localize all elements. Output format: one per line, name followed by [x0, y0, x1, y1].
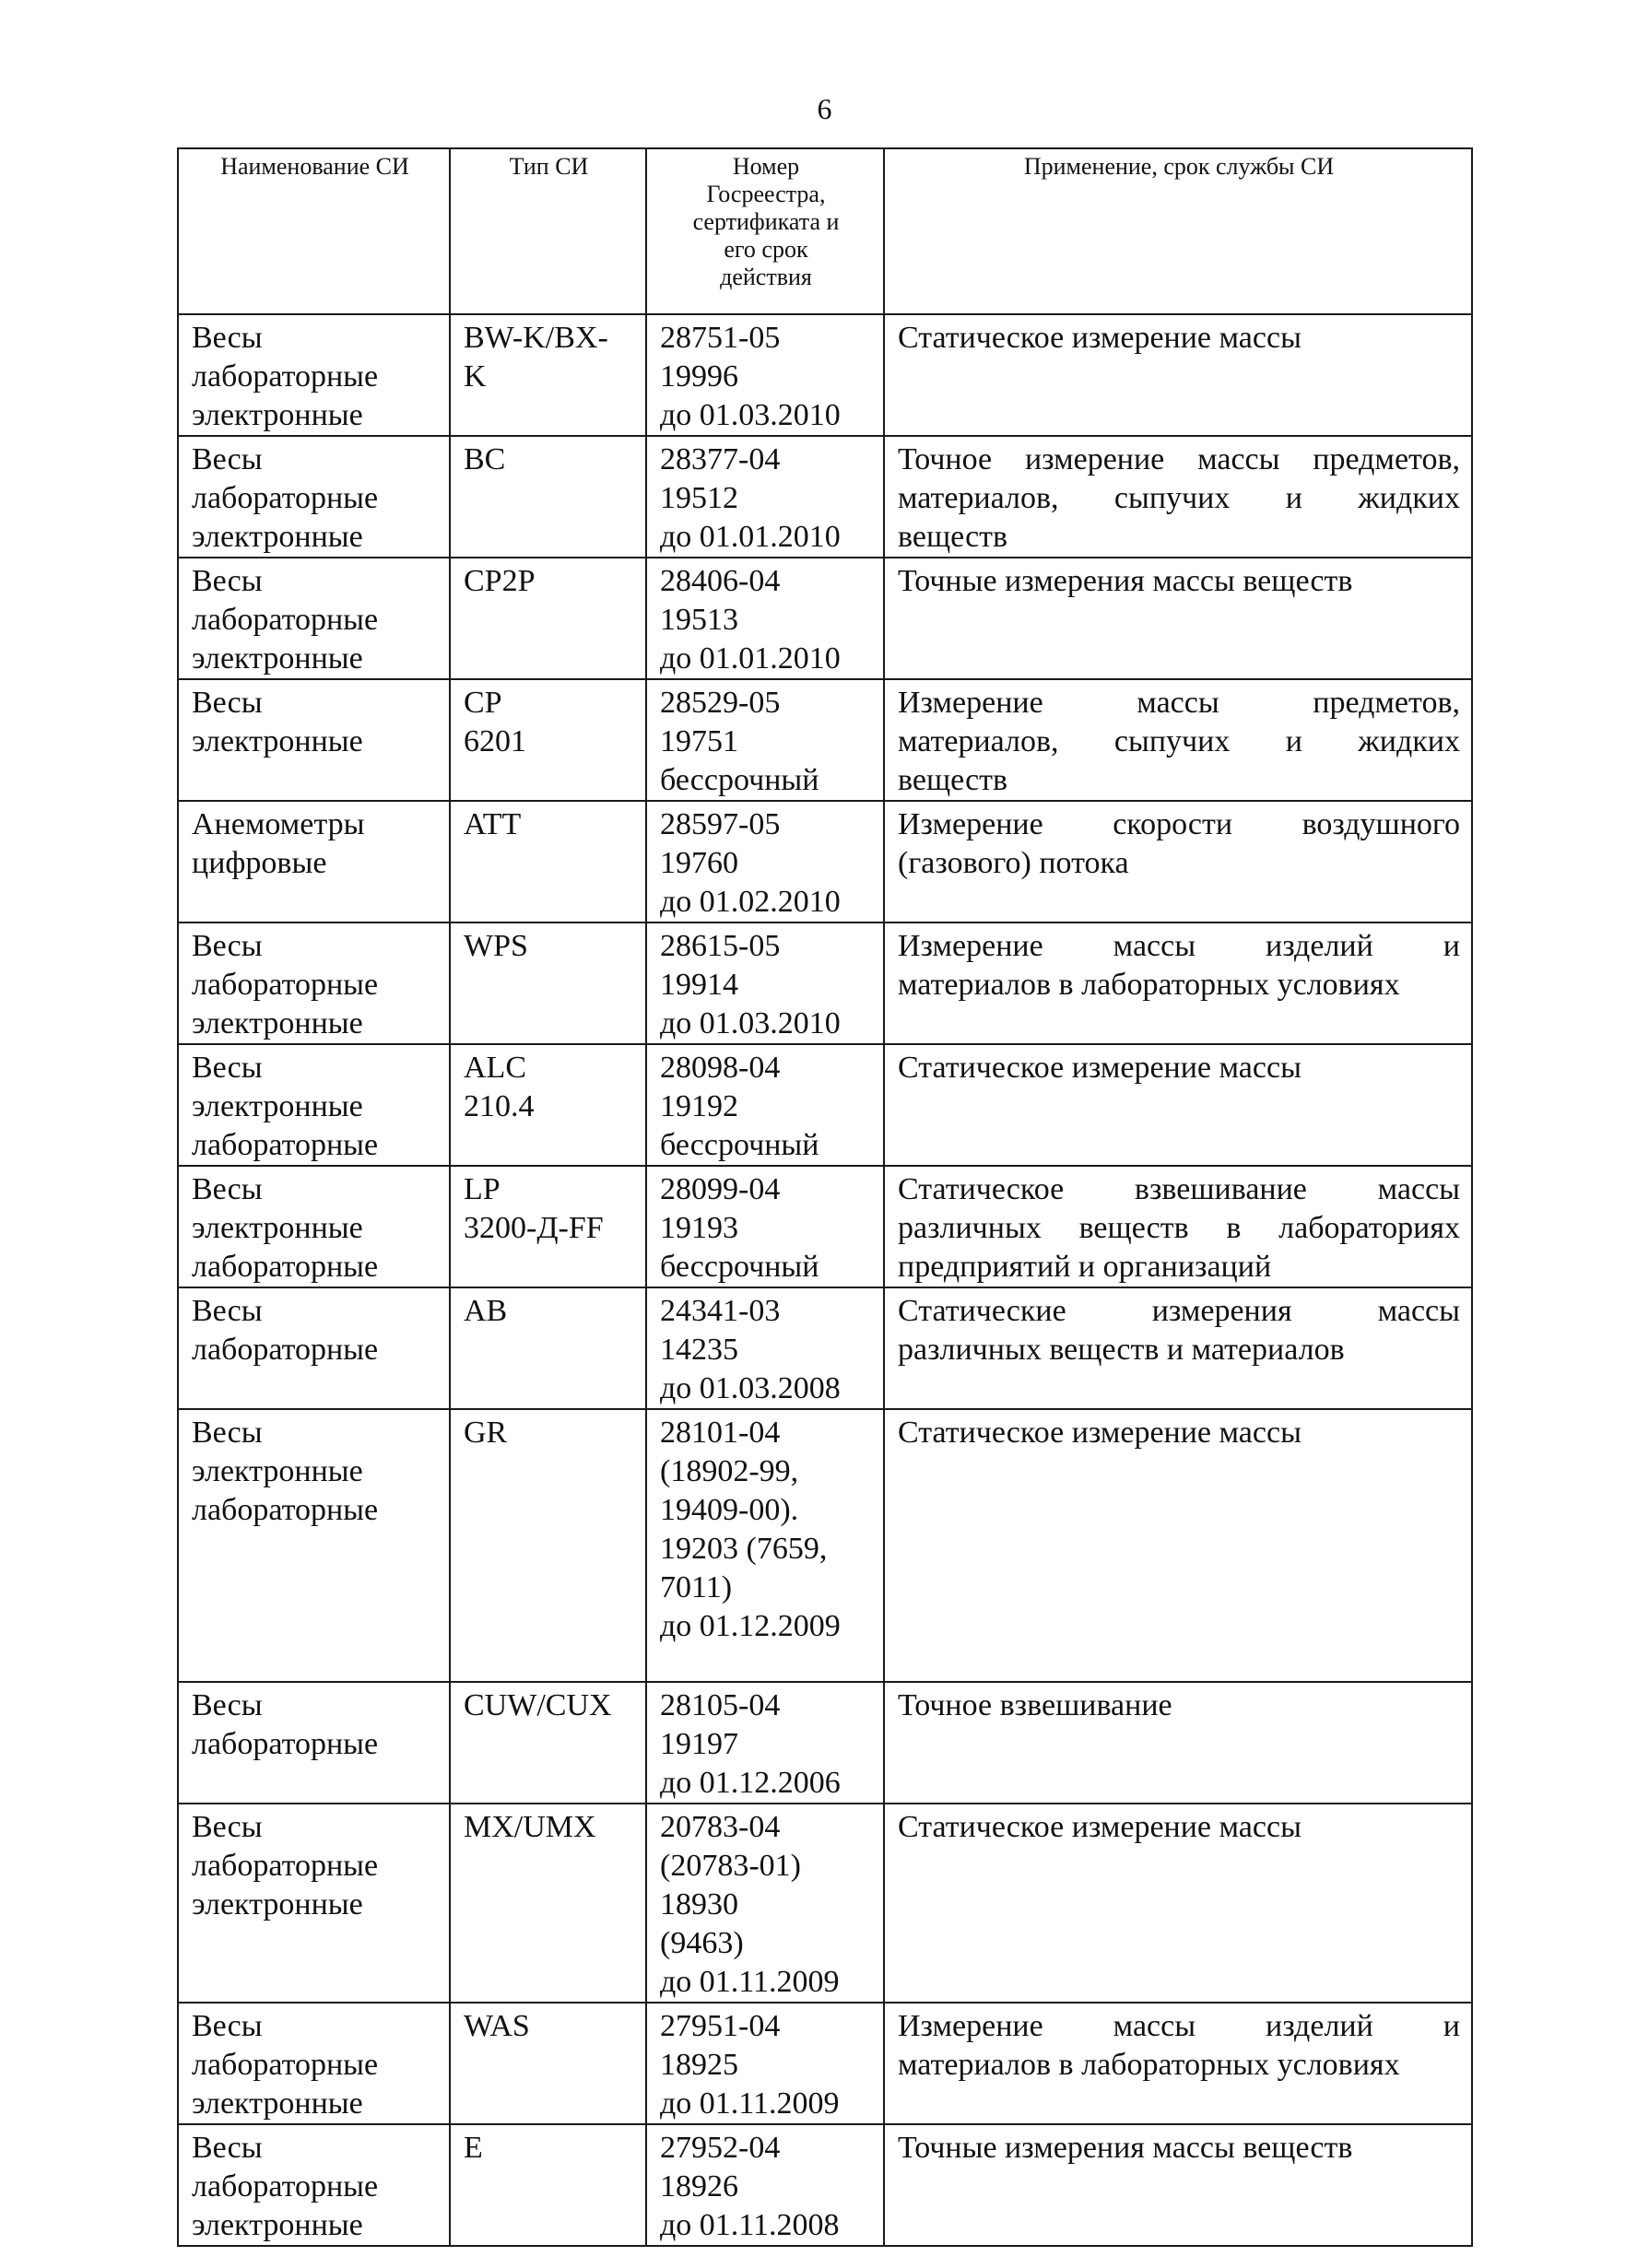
cell-name-line: лабораторные — [192, 1250, 379, 1284]
cell-application — [884, 558, 1472, 679]
cell-registry-line: 28529-05 — [660, 686, 781, 720]
cell-name-line: электронные — [192, 641, 363, 676]
cell-type-line: BW-K/BX- — [464, 321, 608, 355]
cell-application-line: Измерение массы изделий и — [898, 929, 1460, 963]
cell-application — [884, 679, 1472, 801]
cell-name-line: электронные — [192, 1887, 363, 1921]
cell-application-line: Измерение массы предметов, — [898, 686, 1460, 720]
cell-type — [450, 314, 646, 436]
cell-name-line: Весы — [192, 1810, 263, 1844]
cell-application-line: Точные измерения массы веществ — [898, 564, 1353, 598]
cell-application-line: (газового) потока — [898, 846, 1129, 880]
header-registry — [646, 148, 884, 314]
cell-application-line: различных веществ в лабораториях — [898, 1211, 1460, 1245]
cell-registry-line: 19512 — [660, 481, 738, 515]
cell-registry-line: 28101-04 — [660, 1416, 781, 1450]
cell-registry-line: 19996 — [660, 359, 738, 394]
cell-registry-line: бессрочный — [660, 1128, 819, 1162]
cell-registry — [646, 2003, 884, 2124]
cell-type — [450, 1044, 646, 1166]
cell-name-line: Весы — [192, 1051, 263, 1085]
cell-type-line: WPS — [464, 929, 528, 963]
table-row — [178, 1804, 1472, 2003]
cell-application — [884, 2003, 1472, 2124]
cell-application — [884, 1804, 1472, 2003]
header-name: Наименование СИ — [178, 148, 450, 314]
table-row — [178, 314, 1472, 436]
cell-name — [178, 679, 450, 801]
cell-registry-line: 28098-04 — [660, 1051, 781, 1085]
cell-registry-line: 18930 — [660, 1887, 738, 1921]
cell-registry-line: до 01.02.2010 — [660, 885, 841, 919]
table-row — [178, 558, 1472, 679]
cell-name-line: лабораторные — [192, 2169, 379, 2203]
cell-name-line: Весы — [192, 1688, 263, 1722]
cell-application-line: материалов в лабораторных условиях — [898, 968, 1400, 1002]
cell-registry-line: 7011) — [660, 1570, 733, 1604]
cell-registry — [646, 1682, 884, 1804]
cell-name — [178, 2124, 450, 2246]
cell-application — [884, 1409, 1472, 1682]
cell-application-line: предприятий и организаций — [898, 1250, 1272, 1284]
cell-registry-line: 20783-04 — [660, 1810, 781, 1844]
cell-name-line: Весы — [192, 686, 263, 720]
cell-registry — [646, 1804, 884, 2003]
cell-application — [884, 436, 1472, 558]
header-registry-line: Номер — [732, 153, 800, 180]
cell-application — [884, 801, 1472, 922]
cell-application — [884, 1682, 1472, 1804]
cell-registry — [646, 679, 884, 801]
cell-name-line: Весы — [192, 442, 263, 476]
header-application: Применение, срок службы СИ — [884, 148, 1472, 314]
cell-registry-line: 28105-04 — [660, 1688, 781, 1722]
cell-name — [178, 1166, 450, 1287]
cell-type — [450, 1166, 646, 1287]
cell-type-line: 6201 — [464, 724, 526, 758]
cell-registry-line: 19192 — [660, 1089, 738, 1123]
cell-name-line: электронные — [192, 520, 363, 554]
cell-application-line: Статическое взвешивание массы — [898, 1172, 1460, 1206]
cell-registry-line: бессрочный — [660, 1250, 819, 1284]
cell-registry — [646, 1044, 884, 1166]
cell-application — [884, 1287, 1472, 1409]
cell-registry-line: до 01.03.2008 — [660, 1371, 841, 1405]
cell-application-line: Точные измерения массы веществ — [898, 2131, 1353, 2165]
cell-name — [178, 1804, 450, 2003]
table-row — [178, 1044, 1472, 1166]
page-number: 6 — [817, 92, 832, 125]
cell-type-line: CP — [464, 686, 502, 720]
cell-name-line: лабораторные — [192, 1727, 379, 1761]
cell-type — [450, 1409, 646, 1682]
header-registry-line: Госреестра, — [706, 181, 826, 207]
cell-type-line: 3200-Д-FF — [464, 1211, 604, 1245]
cell-type-line: K — [464, 359, 487, 394]
cell-registry-line: 19513 — [660, 603, 738, 637]
cell-registry-line: 24341-03 — [660, 1294, 781, 1328]
cell-name-line: лабораторные — [192, 603, 379, 637]
table-row — [178, 2124, 1472, 2246]
cell-type — [450, 922, 646, 1044]
cell-name-line: Весы — [192, 1416, 263, 1450]
cell-name-line: Весы — [192, 1294, 263, 1328]
cell-registry-line: 19914 — [660, 968, 738, 1002]
cell-application — [884, 1166, 1472, 1287]
cell-registry-line: до 01.01.2010 — [660, 520, 841, 554]
cell-registry-line: 19203 (7659, — [660, 1532, 828, 1566]
cell-name-line: лабораторные — [192, 1128, 379, 1162]
cell-name-line: Весы — [192, 929, 263, 963]
cell-name — [178, 314, 450, 436]
cell-application-line: Измерение скорости воздушного — [898, 807, 1460, 841]
cell-type-line: LP — [464, 1172, 501, 1206]
cell-registry-line: 27952-04 — [660, 2131, 781, 2165]
table-row — [178, 1409, 1472, 1682]
cell-type-line: AB — [464, 1294, 508, 1328]
cell-type — [450, 2003, 646, 2124]
cell-registry-line: 19751 — [660, 724, 738, 758]
header-registry-line: действия — [720, 264, 812, 290]
cell-type-line: E — [464, 2131, 483, 2165]
table-body — [178, 314, 1472, 2246]
cell-registry-line: 19409-00). — [660, 1493, 799, 1527]
cell-application-line: материалов в лабораторных условиях — [898, 2048, 1400, 2082]
cell-application-line: Статическое измерение массы — [898, 321, 1302, 355]
cell-name-line: лабораторные — [192, 1493, 379, 1527]
cell-registry-line: 28406-04 — [660, 564, 781, 598]
cell-application-line: Точное измерение массы предметов, — [898, 442, 1460, 476]
cell-type-line: ATT — [464, 807, 522, 841]
header-registry-line: сертификата и — [692, 208, 840, 235]
measuring-instruments-table — [177, 147, 1473, 2247]
cell-type — [450, 1804, 646, 2003]
cell-name-line: Весы — [192, 1172, 263, 1206]
header-registry-line: его срок — [724, 236, 808, 263]
cell-registry-line: 28377-04 — [660, 442, 781, 476]
cell-registry-line: до 01.12.2009 — [660, 1609, 841, 1643]
cell-type-line: WAS — [464, 2009, 530, 2043]
cell-registry — [646, 436, 884, 558]
cell-name — [178, 1287, 450, 1409]
table-row — [178, 679, 1472, 801]
cell-name-line: Анемометры — [192, 807, 365, 841]
cell-type — [450, 1287, 646, 1409]
cell-name — [178, 558, 450, 679]
cell-registry-line: до 01.12.2006 — [660, 1766, 841, 1800]
header-type: Тип СИ — [450, 148, 646, 314]
cell-registry-line: (9463) — [660, 1926, 744, 1960]
cell-type — [450, 558, 646, 679]
cell-name-line: лабораторные — [192, 1333, 379, 1367]
cell-type — [450, 2124, 646, 2246]
cell-application-line: Измерение массы изделий и — [898, 2009, 1460, 2043]
cell-registry — [646, 2124, 884, 2246]
cell-registry-line: 18925 — [660, 2048, 738, 2082]
cell-application — [884, 2124, 1472, 2246]
cell-application-line: Статическое измерение массы — [898, 1416, 1302, 1450]
cell-application-line: Статическое измерение массы — [898, 1810, 1302, 1844]
cell-application — [884, 922, 1472, 1044]
cell-name — [178, 2003, 450, 2124]
cell-type-line: CP2P — [464, 564, 536, 598]
cell-name-line: лабораторные — [192, 1849, 379, 1883]
cell-name-line: цифровые — [192, 846, 327, 880]
cell-type-line: 210.4 — [464, 1089, 535, 1123]
cell-registry-line: (18902-99, — [660, 1454, 799, 1488]
cell-application-line: Статическое измерение массы — [898, 1051, 1302, 1085]
table-row — [178, 1287, 1472, 1409]
table-header-row — [178, 148, 1472, 314]
cell-registry — [646, 1409, 884, 1682]
cell-registry-line: до 01.11.2009 — [660, 2086, 840, 2121]
cell-name-line: электронные — [192, 1454, 363, 1488]
cell-type-line: MX/UMX — [464, 1810, 596, 1844]
table-row — [178, 922, 1472, 1044]
cell-registry-line: до 01.01.2010 — [660, 641, 841, 676]
cell-registry-line: бессрочный — [660, 763, 819, 797]
cell-type — [450, 1682, 646, 1804]
cell-name-line: лабораторные — [192, 968, 379, 1002]
cell-name-line: лабораторные — [192, 359, 379, 394]
table-row — [178, 2003, 1472, 2124]
cell-application-line: различных веществ и материалов — [898, 1333, 1345, 1367]
cell-type — [450, 436, 646, 558]
cell-registry-line: до 01.03.2010 — [660, 1006, 841, 1040]
cell-name-line: электронные — [192, 1089, 363, 1123]
cell-type — [450, 679, 646, 801]
cell-application-line: материалов, сыпучих и жидких — [898, 724, 1460, 758]
cell-name-line: электронные — [192, 2086, 363, 2121]
cell-name-line: Весы — [192, 564, 263, 598]
cell-name-line: электронные — [192, 1006, 363, 1040]
cell-name-line: электронные — [192, 724, 363, 758]
cell-registry-line: 28751-05 — [660, 321, 781, 355]
cell-application — [884, 314, 1472, 436]
table-row — [178, 436, 1472, 558]
table-row — [178, 1682, 1472, 1804]
cell-registry — [646, 314, 884, 436]
cell-name-line: лабораторные — [192, 2048, 379, 2082]
cell-application-line: Точное взвешивание — [898, 1688, 1172, 1722]
cell-registry-line: 19193 — [660, 1211, 738, 1245]
cell-registry — [646, 1166, 884, 1287]
cell-registry — [646, 558, 884, 679]
cell-registry — [646, 801, 884, 922]
cell-application-line: веществ — [898, 763, 1008, 797]
cell-registry-line: 19760 — [660, 846, 738, 880]
cell-name-line: Весы — [192, 2009, 263, 2043]
cell-registry-line: 28099-04 — [660, 1172, 781, 1206]
cell-registry-line: до 01.11.2008 — [660, 2208, 840, 2242]
cell-registry-line: (20783-01) — [660, 1849, 801, 1883]
cell-name — [178, 922, 450, 1044]
cell-name-line: электронные — [192, 1211, 363, 1245]
cell-name-line: электронные — [192, 398, 363, 432]
cell-registry — [646, 922, 884, 1044]
cell-registry-line: 28615-05 — [660, 929, 781, 963]
cell-registry-line: 28597-05 — [660, 807, 781, 841]
cell-registry-line: до 01.03.2010 — [660, 398, 841, 432]
cell-application-line: Статические измерения массы — [898, 1294, 1460, 1328]
cell-type-line: BC — [464, 442, 506, 476]
cell-name — [178, 801, 450, 922]
cell-application-line: материалов, сыпучих и жидких — [898, 481, 1460, 515]
cell-registry-line: 19197 — [660, 1727, 738, 1761]
cell-application — [884, 1044, 1472, 1166]
cell-name-line: лабораторные — [192, 481, 379, 515]
cell-name — [178, 436, 450, 558]
cell-type-line: GR — [464, 1416, 508, 1450]
cell-registry-line: 27951-04 — [660, 2009, 781, 2043]
table-row — [178, 1166, 1472, 1287]
cell-name — [178, 1682, 450, 1804]
cell-registry-line: 14235 — [660, 1333, 738, 1367]
cell-name-line: Весы — [192, 321, 263, 355]
cell-name — [178, 1044, 450, 1166]
cell-name — [178, 1409, 450, 1682]
table-row — [178, 801, 1472, 922]
cell-type-line: ALC — [464, 1051, 526, 1085]
cell-registry-line: 18926 — [660, 2169, 738, 2203]
cell-type — [450, 801, 646, 922]
cell-application-line: веществ — [898, 520, 1008, 554]
cell-name-line: электронные — [192, 2208, 363, 2242]
cell-type-line: CUW/CUX — [464, 1688, 612, 1722]
cell-name-line: Весы — [192, 2131, 263, 2165]
cell-registry-line: до 01.11.2009 — [660, 1965, 840, 1999]
cell-registry — [646, 1287, 884, 1409]
